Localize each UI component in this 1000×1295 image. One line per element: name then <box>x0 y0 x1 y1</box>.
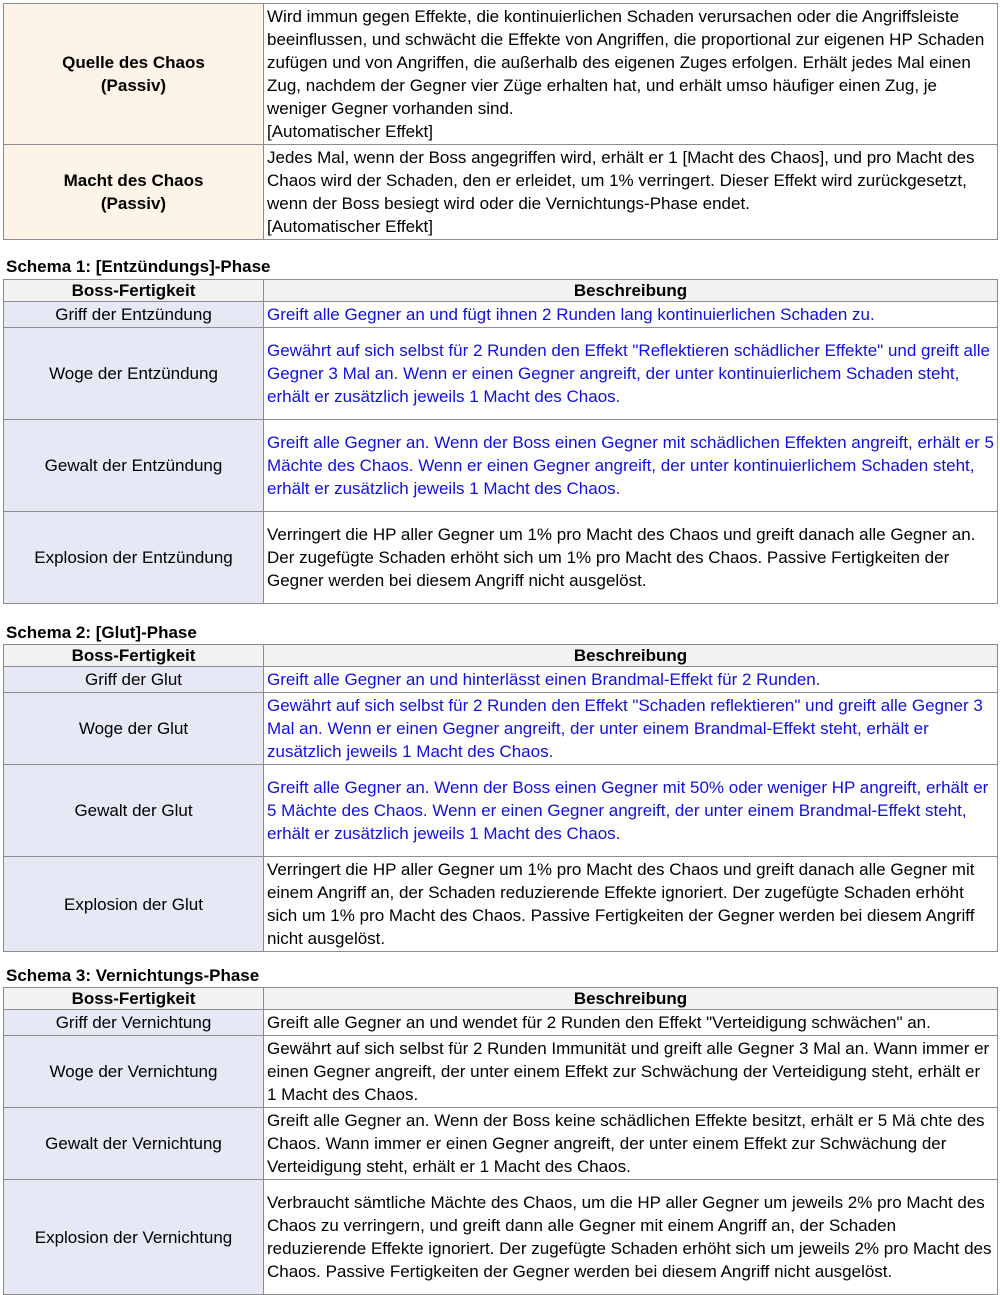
skill-description: Greift alle Gegner an. Wenn der Boss keine schädlichen Effekte besitzt, erhält er 5 Mä chte des Chaos. Wann immer er einen Gegner angreift, der unter einem Effekt zur Schwächung der Verteidigung steht, erhält er 1 Macht des Chaos. <box>264 1108 998 1180</box>
table-header-row <box>4 280 998 302</box>
skill-name: Griff der Entzündung <box>4 302 264 328</box>
skill-name: Griff der Glut <box>4 667 264 693</box>
header-description: Beschreibung <box>264 280 998 302</box>
passive-note: [Automatischer Effekt] <box>267 122 433 141</box>
skill-description: Gewährt auf sich selbst für 2 Runden den Effekt "Reflektieren schädlicher Effekte" und greift alle Gegner 3 Mal an. Wenn er einen Gegner angreift, der unter kontinuierlichem Schaden steht, erhält er zusätzlich jeweils 1 Macht des Chaos. <box>264 328 998 420</box>
skill-name: Explosion der Entzündung <box>4 512 264 604</box>
schema-title: Schema 1: [Entzündungs]-Phase <box>6 257 271 276</box>
skill-name: Explosion der Vernichtung <box>4 1180 264 1295</box>
table-row <box>4 512 998 604</box>
schema-title: Schema 2: [Glut]-Phase <box>6 623 197 642</box>
table-row <box>4 145 998 240</box>
table-row <box>4 1036 998 1108</box>
passive-name: Quelle des Chaos <box>62 53 205 72</box>
skill-description: Greift alle Gegner an. Wenn der Boss einen Gegner mit schädlichen Effekten angreift, erhält er 5 Mächte des Chaos. Wenn er einen Gegner angreift, der unter kontinuierlichem Schaden steht, erhält er zusätzlich jeweils 1 Macht des Chaos. <box>264 420 998 512</box>
table-row <box>4 1010 998 1036</box>
skill-name: Gewalt der Glut <box>4 765 264 857</box>
passive-name-cell <box>4 4 264 145</box>
skill-name: Woge der Entzündung <box>4 328 264 420</box>
table-row <box>4 4 998 145</box>
table-row <box>4 302 998 328</box>
passive-description: Jedes Mal, wenn der Boss angegriffen wird, erhält er 1 [Macht des Chaos], und pro Macht des Chaos wird der Schaden, den er erleidet, um 1% verringert. Dieser Effekt wird zurückgesetzt, wenn der Boss besiegt wird oder die Vernichtungs-Phase endet. <box>267 148 975 213</box>
header-skill: Boss-Fertigkeit <box>4 988 264 1010</box>
skill-description: Verringert die HP aller Gegner um 1% pro Macht des Chaos und greift danach alle Gegner an. Der zugefügte Schaden erhöht sich um 1% pro Macht des Chaos. Passive Fertigkeiten der Gegner werden bei diesem Angriff nicht ausgelöst. <box>264 512 998 604</box>
table-row <box>4 1108 998 1180</box>
skill-name: Woge der Vernichtung <box>4 1036 264 1108</box>
passive-name-cell <box>4 145 264 240</box>
passive-name: Macht des Chaos <box>63 171 204 190</box>
passive-description-cell <box>264 145 998 240</box>
skill-name: Explosion der Glut <box>4 857 264 952</box>
table-row <box>4 420 998 512</box>
skill-description: Greift alle Gegner an und fügt ihnen 2 Runden lang kontinuierlichen Schaden zu. <box>264 302 998 328</box>
passive-note: [Automatischer Effekt] <box>267 217 433 236</box>
skill-description: Greift alle Gegner an und wendet für 2 Runden den Effekt "Verteidigung schwächen" an. <box>264 1010 998 1036</box>
table-row <box>4 693 998 765</box>
table-row <box>4 1180 998 1295</box>
passive-tag: (Passiv) <box>100 194 167 213</box>
schema-table <box>3 644 998 952</box>
skill-description: Gewährt auf sich selbst für 2 Runden den Effekt "Schaden reflektieren" und greift alle Gegner 3 Mal an. Wenn er einen Gegner angreift, der unter einem Brandmal-Effekt steht, erhält er zusätzlich jeweils 1 Macht des Chaos. <box>264 693 998 765</box>
skill-description: Greift alle Gegner an und hinterlässt einen Brandmal-Effekt für 2 Runden. <box>264 667 998 693</box>
header-description: Beschreibung <box>264 988 998 1010</box>
schema-table <box>3 279 998 604</box>
table-row <box>4 857 998 952</box>
header-description: Beschreibung <box>264 645 998 667</box>
skill-name: Gewalt der Entzündung <box>4 420 264 512</box>
passive-description-cell <box>264 4 998 145</box>
header-skill: Boss-Fertigkeit <box>4 280 264 302</box>
table-header-row <box>4 988 998 1010</box>
table-row <box>4 328 998 420</box>
passive-description: Wird immun gegen Effekte, die kontinuierlichen Schaden verursachen oder die Angriffsleiste beeinflussen, und schwächt die Effekte von Angriffen, die proportional zur eigenen HP Schaden zufügen und von Angriffen, die außerhalb des eigenen Zuges erfolgen. Erhält jedes Mal einen Zug, nachdem der Gegner vier Züge erhalten hat, und erhält umso häufiger einen Zug, je weniger Gegner vorhanden sind. <box>267 7 985 118</box>
skill-description: Greift alle Gegner an. Wenn der Boss einen Gegner mit 50% oder weniger HP angreift, erhält er 5 Mächte des Chaos. Wenn er einen Gegner angreift, der unter einem Brandmal-Effekt steht, erhält er zusätzlich jeweils 1 Macht des Chaos. <box>264 765 998 857</box>
passive-tag: (Passiv) <box>100 76 167 95</box>
header-skill: Boss-Fertigkeit <box>4 645 264 667</box>
skill-description: Verringert die HP aller Gegner um 1% pro Macht des Chaos und greift danach alle Gegner mit einem Angriff an, der Schaden reduzierende Effekte ignoriert. Der zugefügte Schaden erhöht sich um 1% pro Macht des Chaos. Passive Fertigkeiten der Gegner werden bei diesem Angriff nicht ausgelöst. <box>264 857 998 952</box>
skill-description: Verbraucht sämtliche Mächte des Chaos, um die HP aller Gegner um jeweils 2% pro Macht des Chaos zu verringern, und greift dann alle Gegner mit einem Angriff an, der Schaden reduzierende Effekte ignoriert. Der zugefügte Schaden erhöht sich um jeweils 2% pro Macht des Chaos. Passive Fertigkeiten der Gegner werden bei diesem Angriff nicht ausgelöst. <box>264 1180 998 1295</box>
skill-name: Gewalt der Vernichtung <box>4 1108 264 1180</box>
passive-table <box>3 3 998 240</box>
table-row <box>4 667 998 693</box>
skill-description: Gewährt auf sich selbst für 2 Runden Immunität und greift alle Gegner 3 Mal an. Wann immer er einen Gegner angreift, der unter einem Effekt zur Schwächung der Verteidigung steht, erhält er 1 Macht des Chaos. <box>264 1036 998 1108</box>
schema-table <box>3 987 998 1295</box>
table-row <box>4 765 998 857</box>
table-header-row <box>4 645 998 667</box>
schema-title: Schema 3: Vernichtungs-Phase <box>6 966 260 985</box>
skill-name: Woge der Glut <box>4 693 264 765</box>
skill-name: Griff der Vernichtung <box>4 1010 264 1036</box>
